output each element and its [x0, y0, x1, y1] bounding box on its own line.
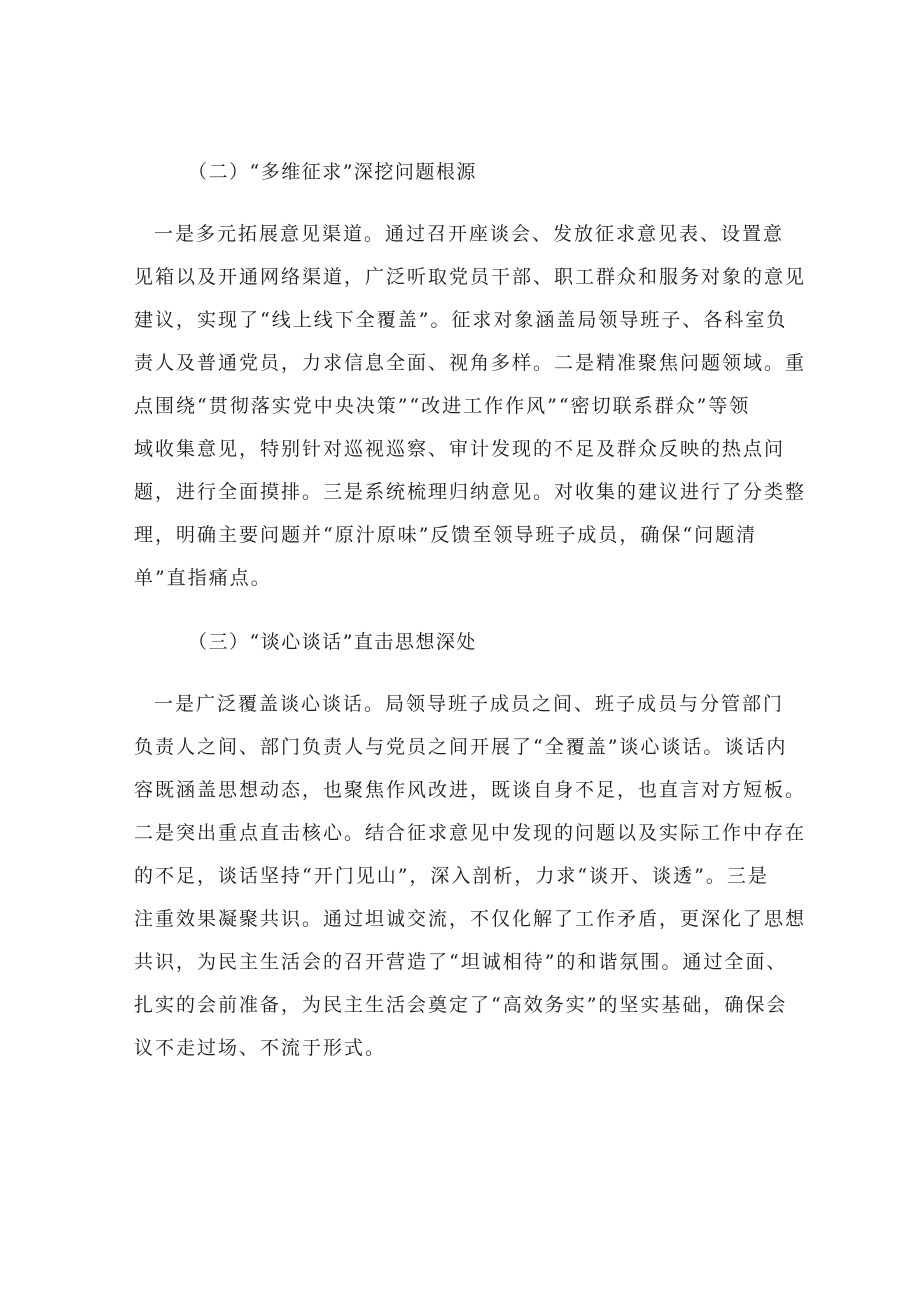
section-2-line-9: 单”直指痛点。 — [134, 567, 272, 589]
section-3-line-4: 二是突出重点直击核心。结合征求意见中发现的问题以及实际工作中存在 — [134, 822, 807, 844]
section-2-line-7: 题，进行全面摸排。三是系统梳理归纳意见。对收集的建议进行了分类整 — [134, 481, 807, 503]
section-3-line-5: 的不足，谈话坚持“开门见山”，深入剖析，力求“谈开、谈透”。三是 — [134, 865, 769, 887]
section-2-line-6: 域收集意见，特别针对巡视巡察、审计发现的不足及群众反映的热点问 — [134, 438, 786, 460]
section-2-line-1: 一是多元拓展意见渠道。通过召开座谈会、发放征求意见表、设置意 — [154, 223, 785, 245]
section-3-line-6: 注重效果凝聚共识。通过坦诚交流，不仅化解了工作矛盾，更深化了思想 — [134, 908, 807, 930]
section-heading-3: （三）“谈心谈话”直击思想深处 — [188, 631, 477, 653]
section-2-line-3: 建议，实现了“线上线下全覆盖”。征求对象涵盖局领导班子、各科室负 — [134, 309, 788, 331]
section-2-line-8: 理，明确主要问题并“原汁原味”反馈至领导班子成员，确保“问题清 — [134, 524, 758, 546]
section-2-line-2: 见箱以及开通网络渠道，广泛听取党员干部、职工群众和服务对象的意见 — [134, 266, 807, 288]
section-3-line-3: 容既涵盖思想动态，也聚焦作风改进，既谈自身不足，也直言对方短板。 — [134, 779, 807, 801]
section-heading-2: （二）“多维征求”深挖问题根源 — [188, 161, 477, 183]
section-3-line-1: 一是广泛覆盖谈心谈话。局领导班子成员之间、班子成员与分管部门 — [154, 693, 785, 715]
section-3-line-2: 负责人之间、部门负责人与党员之间开展了“全覆盖”谈心谈话。谈话内 — [134, 736, 788, 758]
section-3-line-9: 议不走过场、不流于形式。 — [134, 1037, 387, 1059]
section-2-line-4: 责人及普通党员，力求信息全面、视角多样。二是精准聚焦问题领域。重 — [134, 352, 807, 374]
section-2-line-5: 点围绕“贯彻落实党中央决策”“改进工作作风”“密切联系群众”等领 — [134, 395, 751, 417]
section-3-line-8: 扎实的会前准备，为民主生活会奠定了“高效务实”的坚实基础，确保会 — [134, 994, 788, 1016]
section-3-line-7: 共识，为民主生活会的召开营造了“坦诚相待”的和谐氛围。通过全面、 — [134, 951, 788, 973]
